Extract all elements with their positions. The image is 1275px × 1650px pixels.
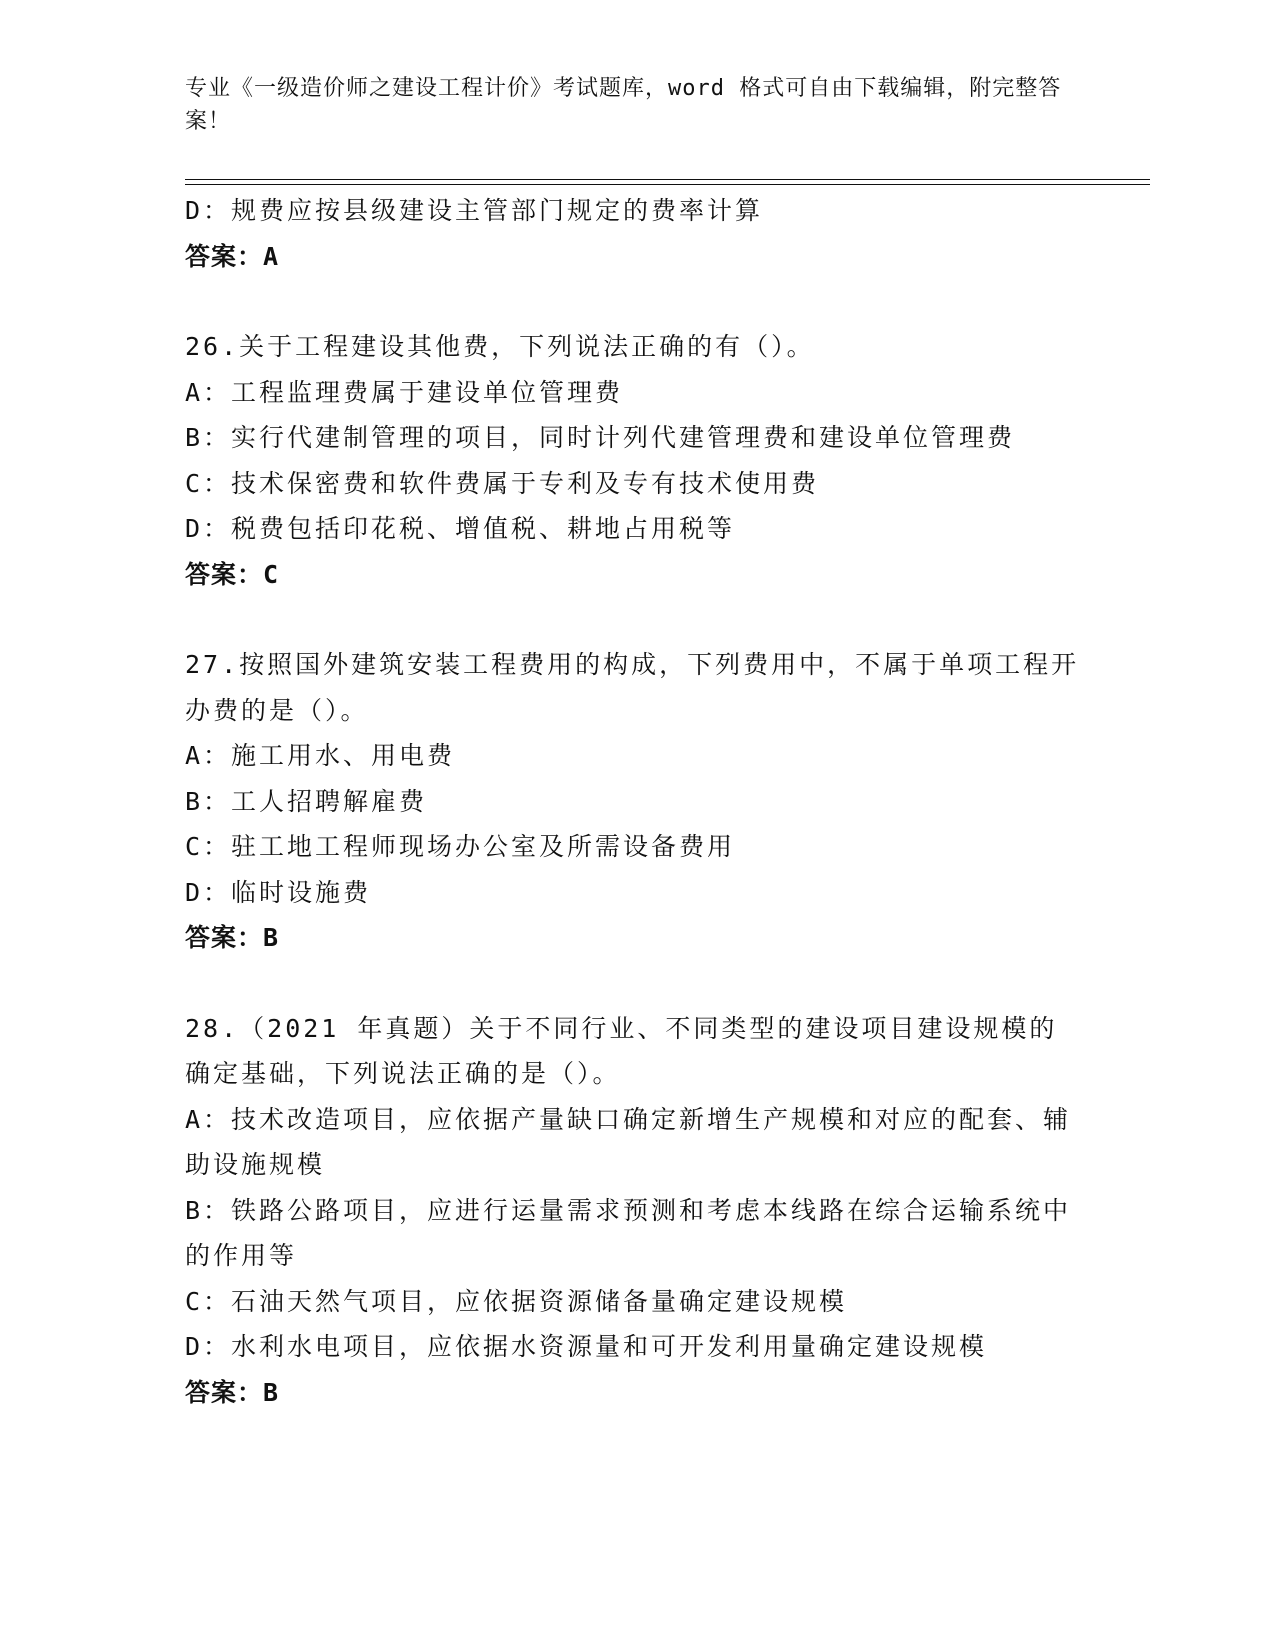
option-d: D：税费包括印花税、增值税、耕地占用税等	[185, 514, 736, 543]
question-list	[185, 188, 1085, 1415]
option-d: D：临时设施费	[185, 877, 372, 907]
answer-line: 答案：A	[185, 241, 280, 271]
option-c: C：驻工地工程师现场办公室及所需设备费用	[185, 832, 736, 861]
question-26	[185, 324, 1085, 597]
header-divider-bottom	[185, 184, 1150, 185]
option-c: C：技术保密费和软件费属于专利及专有技术使用费	[185, 468, 820, 498]
question-28	[185, 1006, 1085, 1416]
option-a: A：技术改造项目，应依据产量缺口确定新增生产规模和对应的配套、辅助设施规模	[185, 1104, 1072, 1179]
option-d: D：水利水电项目，应依据水资源量和可开发利用量确定建设规模	[185, 1332, 988, 1361]
document-header: 专业《一级造价师之建设工程计价》考试题库，word 格式可自由下载编辑，附完整答案！	[185, 76, 1062, 134]
option-a: A：施工用水、用电费	[185, 741, 456, 770]
question-stem: 26.关于工程建设其他费，下列说法正确的有（）。	[185, 332, 815, 361]
answer-line: 答案：B	[185, 923, 280, 952]
option-c: C：石油天然气项目，应依据资源储备量确定建设规模	[185, 1286, 848, 1316]
answer-line: 答案：B	[185, 1377, 280, 1407]
header-divider-top	[185, 179, 1150, 180]
option-a: A：工程监理费属于建设单位管理费	[185, 377, 624, 407]
option-b: B：实行代建制管理的项目，同时计列代建管理费和建设单位管理费	[185, 423, 1016, 452]
option-b: B：工人招聘解雇费	[185, 786, 428, 816]
option-d: D：规费应按县级建设主管部门规定的费率计算	[185, 196, 764, 225]
carryover-block	[185, 188, 1085, 279]
question-stem: 27.按照国外建筑安装工程费用的构成，下列费用中，不属于单项工程开办费的是（）。	[185, 650, 1080, 725]
answer-line: 答案：C	[185, 559, 280, 589]
question-27	[185, 642, 1085, 961]
question-stem: 28.（2021 年真题）关于不同行业、不同类型的建设项目建设规模的确定基础，下列说法正确的是（）。	[185, 1013, 1058, 1088]
option-b: B：铁路公路项目，应进行运量需求预测和考虑本线路在综合运输系统中的作用等	[185, 1195, 1072, 1270]
